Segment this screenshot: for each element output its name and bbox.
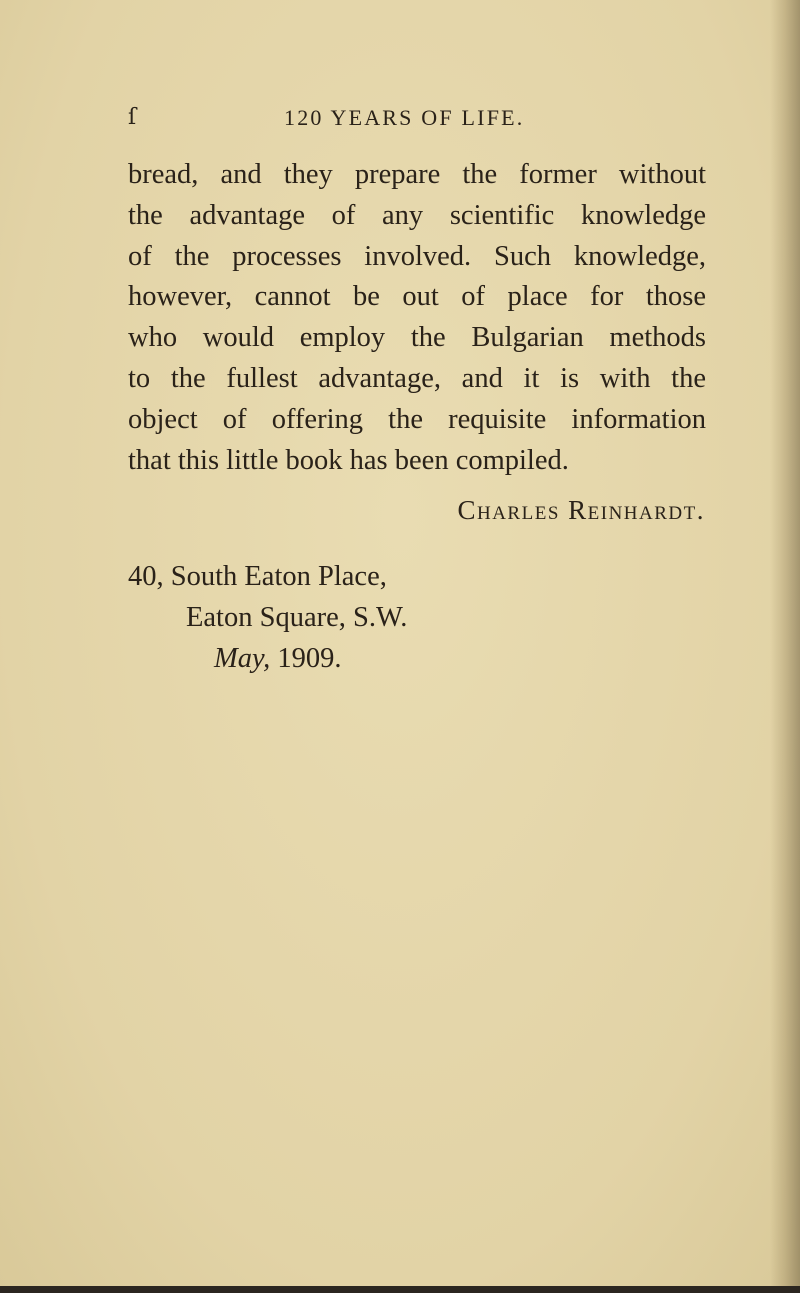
text-line: however, cannot be out of place for those (128, 281, 706, 313)
date-year: 1909. (270, 643, 342, 674)
text-line: bread, and they prepare the former without (128, 159, 706, 190)
text-line: who would employ the Bulgarian methods (128, 322, 706, 354)
address-square: Eaton Square, S.W. (186, 602, 408, 633)
date-month: May, (214, 643, 271, 674)
address-date (128, 638, 407, 679)
text-line: of the processes involved. Such knowledge, (128, 240, 706, 272)
page-folio-mark: ſ (128, 105, 137, 130)
page-header (0, 104, 800, 134)
author-signature: Charles Reinhardt. (457, 495, 705, 525)
text-line: that this little book has been compiled. (128, 444, 569, 476)
body-paragraph (128, 155, 706, 481)
page-bottom-edge (0, 1286, 800, 1293)
address-street: 40, South Eaton Place, (128, 561, 387, 592)
running-title: 120 YEARS OF LIFE. (284, 105, 525, 130)
text-line: to the fullest advantage, and it is with the (128, 362, 706, 394)
text-line: object of offering the requisite information (128, 403, 706, 435)
address-block (128, 556, 407, 679)
text-line: the advantage of any scientific knowledge (128, 199, 706, 231)
